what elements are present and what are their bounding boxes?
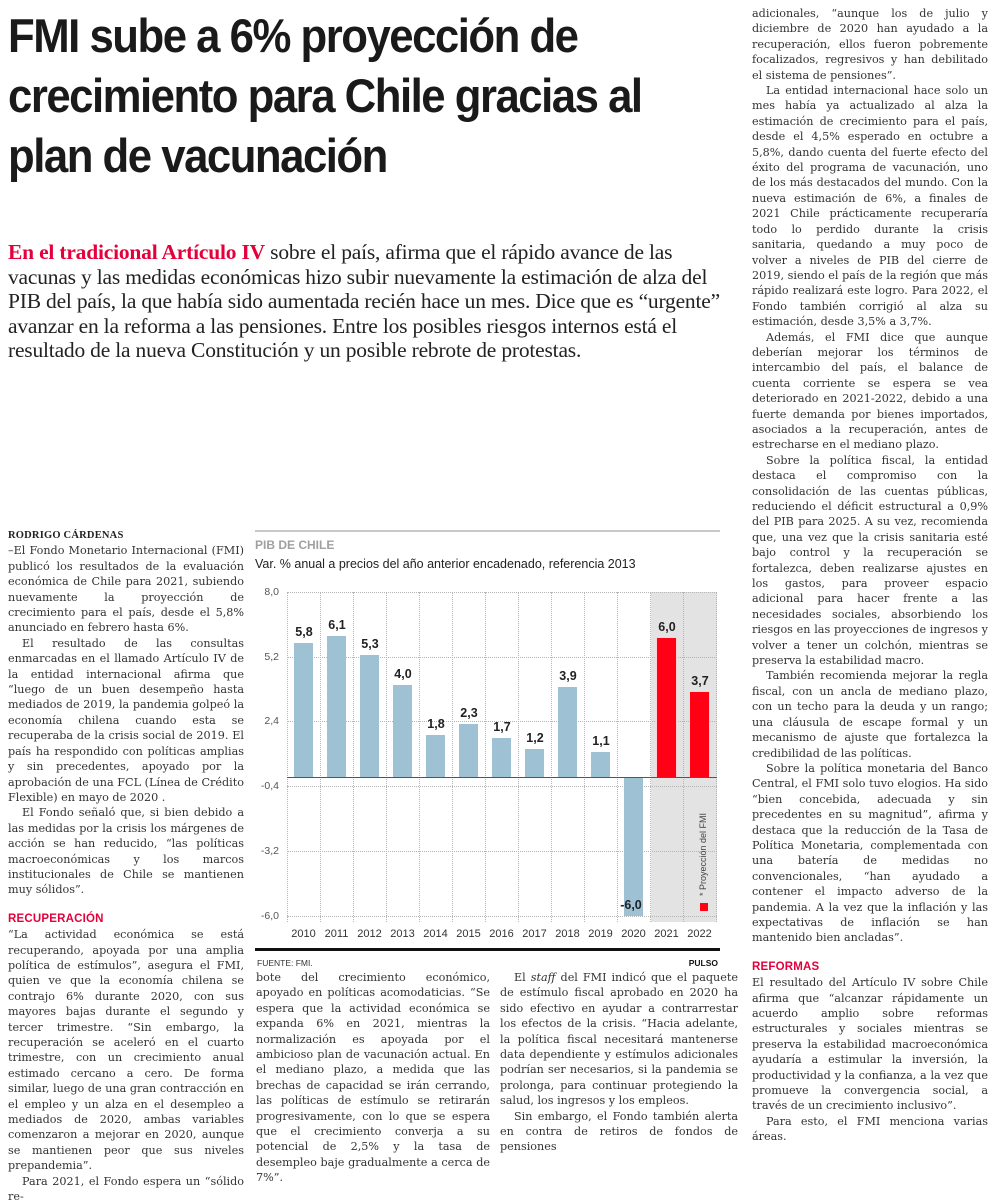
paragraph: adicionales, “aunque los de julio y diciembre de 2020 han ayudado a la recuperación, ellos fueron pobremente focalizados, regresivos y han debilitado el sistema de pensiones”. — [752, 7, 988, 82]
column-3 — [500, 970, 738, 1155]
text: El — [514, 971, 531, 984]
bar-value-label: 1,2 — [526, 731, 544, 745]
gridline — [716, 592, 717, 922]
bar-value-label: 6,0 — [658, 620, 676, 634]
bar-2020 — [624, 777, 643, 916]
deck-text: sobre el país, afirma que el rápido avance de las vacunas y las medidas económicas hizo subir nuevamente la estimación de alza del PIB del país, la que había sido aumentada recién hace un mes. Dice que es “urgente” avanzar en la reforma a las pensiones. Entre los posibles riesgos internos está el resultado de la nueva Constitución y un posible rebrote de protestas. — [8, 240, 720, 362]
paragraph: “La actividad económica se está recuperando, apoyada por una amplia política de estímulos”, asegura el FMI, quien ve que la economía chilena se contrajo 6% durante 2020, con sus mayores bajas durante el segundo y tercer trimestre. “Sin embargo, la recuperación se aceleró en el cuarto trimestre, con un crecimiento anual estimado cercano a cero. De forma similar, luego de una gran contracción en el empleo y un alza en el desempleo a mediados de 2020, ambas variables comenzaron a mejorar en 2020, aunque se mantienen peor que sus niveles prepandemia”. — [8, 928, 244, 1173]
chart-credit: PULSO — [688, 958, 718, 968]
paragraph: bote del crecimiento económico, apoyado en políticas acomodaticias. “Se espera que la actividad económica se expanda 6% en 2021, mientras la normalización es apoyada por el ambicioso plan de vacunación actual. En el mediano plazo, a medida que las brechas de capacidad se irán cerrando, las políticas de estímulo se retirarán progresivamente, con lo que se espera que el crecimiento converja a su potencial de 2,5% y la tasa de desempleo baje gradualmente a cerca de 7%”. — [256, 971, 490, 1185]
deck-lead: En el tradicional Artículo IV — [8, 240, 265, 264]
bar-value-label: 5,3 — [361, 637, 379, 651]
y-tick: -3,2 — [260, 845, 279, 857]
x-tick: 2011 — [324, 928, 349, 940]
x-tick: 2010 — [291, 928, 316, 940]
paragraph: Sobre la política fiscal, la entidad destaca el compromiso con la consolidación de las cuentas públicas, reduciendo el déficit estructural a 0,9% del PIB para 2025. A su vez, recomienda que, una vez que la crisis sanitaria esté bajo control y la recuperación se fortalezca, deben realizarse ajustes en los gastos, para proveer espacio adicional para hacer frente a las necesidades sociales, absorbiendo los riesgos en las proyecciones de ingresos y volver a tener un colchón, mientras se preserva la estabilidad macro. — [752, 453, 988, 668]
y-tick: 2,4 — [264, 715, 279, 727]
x-tick: 2022 — [687, 928, 712, 940]
x-tick: 2016 — [489, 928, 514, 940]
bar-value-label: 1,1 — [592, 734, 610, 748]
gridline — [287, 851, 717, 852]
paragraph: También recomienda mejorar la regla fiscal, con un ancla de mediano plazo, con un techo para la deuda y un rango; una cláusula de escape formal y un mecanismo de ajuste que fortalezca la credibilidad de las políticas. — [752, 669, 988, 760]
zero-baseline — [287, 777, 717, 778]
bar-2010 — [294, 643, 313, 777]
paragraph: El resultado del Artículo IV sobre Chile afirma que “alcanzar rápidamente un acuerdo amplio sobre reformas estructurales y sociales mientras se preserva la estabilidad macroeconómica ayudaría a estimular la inversión, la productividad y la confianza, a la vez que promueve la convergencia social, a través de un crecimiento inclusivo”. — [752, 976, 988, 1113]
x-tick: 2021 — [654, 928, 679, 940]
bar-2014 — [426, 735, 445, 777]
gridline — [287, 592, 288, 922]
gridline — [683, 592, 684, 922]
column-1 — [8, 528, 244, 1204]
bar-2015 — [459, 724, 478, 777]
chart-subtitle: Var. % anual a precios del año anterior encadenado, referencia 2013 — [255, 557, 636, 571]
gdp-chart — [255, 530, 720, 968]
bar-2012 — [360, 655, 379, 777]
bar-2013 — [393, 685, 412, 777]
deck — [8, 240, 738, 363]
bar-value-label: 3,9 — [559, 669, 577, 683]
paragraph: El resultado de las consultas enmarcadas en el llamado Artículo IV de la entidad internacional afirma que “luego de un buen desempeño hasta mediados de 2019, la pandemia golpeó la economía chilena cuando esta se recuperaba de la crisis social de 2019. El país ha respondido con políticas amplias y sin precedentes, apoyado por la aprobación de una FCL (Línea de Crédito Flexible) en mayo de 2020 . — [8, 636, 244, 804]
paragraph: Sin embargo, el Fondo también alerta en contra de retiros de fondos de pensiones — [500, 1109, 738, 1154]
paragraph — [500, 970, 738, 1109]
x-tick: 2014 — [423, 928, 448, 940]
bar-2022 — [690, 692, 709, 777]
gridline — [419, 592, 420, 922]
gridline — [584, 592, 585, 922]
italic-text: staff — [530, 971, 556, 984]
paragraph: Para esto, el FMI menciona varias áreas. — [752, 1114, 988, 1144]
legend-projection-label: * Proyección del FMI — [698, 812, 708, 896]
y-tick: -0,4 — [260, 780, 279, 792]
gridline — [650, 592, 651, 922]
section-heading-recuperacion: RECUPERACIÓN — [8, 912, 104, 925]
y-tick: -6,0 — [260, 910, 279, 922]
x-tick: 2017 — [522, 928, 547, 940]
gridline — [551, 592, 552, 922]
x-tick: 2013 — [390, 928, 415, 940]
gridline — [287, 592, 717, 593]
x-tick: 2012 — [357, 928, 382, 940]
bar-value-label: 1,8 — [427, 717, 445, 731]
bar-2017 — [525, 749, 544, 777]
chart-top-rule — [255, 530, 720, 532]
bar-value-label: 1,7 — [493, 720, 511, 734]
text: del FMI indicó que el paquete de estímulo fiscal aprobado en 2020 ha sido efectivo en ayudar a contrarrestar los efectos de la crisis. “Hacia adelante, la política fiscal necesitará mantenerse data dependiente y estímulos adicionales podrían ser necesarios, si la pandemia se prolonga, para continuar protegiendo la salud, los ingresos y los empleos. — [500, 971, 738, 1108]
bar-value-label: -6,0 — [620, 898, 642, 912]
gridline — [287, 657, 717, 658]
paragraph: La entidad internacional hace solo un mes había ya actualizado al alza la estimación de crecimiento para el país, desde el 4,5% esperado en octubre a 5,8%, dando cuenta del fuerte efecto del éxito del programa de vacunación, uno de los más destacados del mundo. Con la nueva estimación de 6%, a finales de 2021 Chile prácticamente recuperaría todo lo perdido durante la crisis sanitaria, quedando a muy poco de volver a niveles de PIB del cierre de 2019, siendo el país de la región que más rápido realizará este logro. Para 2022, el Fondo también corrigió al alza su estimación, desde 3,5% a 3,7%. — [752, 84, 988, 329]
x-tick: 2019 — [588, 928, 613, 940]
byline: RODRIGO CÁRDENAS — [8, 530, 124, 541]
column-4 — [752, 6, 988, 1145]
paragraph: Para 2021, el Fondo espera un “sólido re- — [8, 1174, 244, 1204]
bar-value-label: 4,0 — [394, 667, 412, 681]
bar-2016 — [492, 738, 511, 777]
gridline — [617, 592, 618, 922]
gridline — [518, 592, 519, 922]
gridline — [452, 592, 453, 922]
y-tick: 5,2 — [264, 651, 279, 663]
bar-2011 — [327, 636, 346, 777]
headline: FMI sube a 6% proyección de crecimiento para Chile gracias al plan de vacunación — [8, 9, 642, 182]
y-tick: 8,0 — [264, 586, 279, 598]
chart-title: PIB DE CHILE — [255, 538, 335, 552]
x-tick: 2020 — [621, 928, 646, 940]
x-tick: 2015 — [456, 928, 481, 940]
bar-value-label: 6,1 — [328, 618, 346, 632]
gridline — [287, 786, 717, 787]
gridline — [320, 592, 321, 922]
gridline — [287, 916, 717, 917]
column-2 — [256, 970, 490, 1186]
paragraph: Además, el FMI dice que aunque deberían mejorar los términos de intercambio del país, el balance de cuenta corriente se espera se vea deteriorado en 2021-2022, debido a una fuerte demanda por bienes importados, asociados a la recuperación, antes de estrecharse en el mediano plazo. — [752, 330, 988, 452]
paragraph: –El Fondo Monetario Internacional (FMI) publicó los resultados de la evaluación económica de Chile para 2021, subiendo nuevamente la proyección de crecimiento para el país, desde el 5,8% anunciado en febrero hasta 6%. — [8, 544, 244, 635]
bar-2018 — [558, 687, 577, 777]
paragraph: Sobre la política monetaria del Banco Central, el FMI solo tuvo elogios. Ha sido “bien concebida, adecuada y sin precedentes en su magnitud”, afirma y destaca que la reducción de la Tasa de Política Monetaria, complementada con una batería de medidas no convencionales, “han ayudado a contener el impacto adverso de la pandemia. A la vez que la inflación y las expectativas de inflación se han mantenido bien ancladas”. — [752, 761, 988, 945]
paragraph: El Fondo señaló que, si bien debido a las medidas por la crisis los márgenes de acción se han reducido, “las políticas macroeconómicas y los marcos institucionales de Chile se mantienen muy sólidos”. — [8, 806, 244, 897]
bar-value-label: 2,3 — [460, 706, 478, 720]
x-tick: 2018 — [555, 928, 580, 940]
bar-2021 — [657, 638, 676, 777]
chart-source: FUENTE: FMI. — [257, 958, 313, 968]
bar-2019 — [591, 752, 610, 777]
section-heading-reformas: REFORMAS — [752, 960, 820, 973]
legend-projection-swatch — [700, 903, 708, 911]
bar-value-label: 5,8 — [295, 625, 313, 639]
chart-bottom-rule — [255, 948, 720, 951]
bar-value-label: 3,7 — [691, 674, 709, 688]
gridline — [485, 592, 486, 922]
chart-plot-area — [260, 586, 717, 940]
